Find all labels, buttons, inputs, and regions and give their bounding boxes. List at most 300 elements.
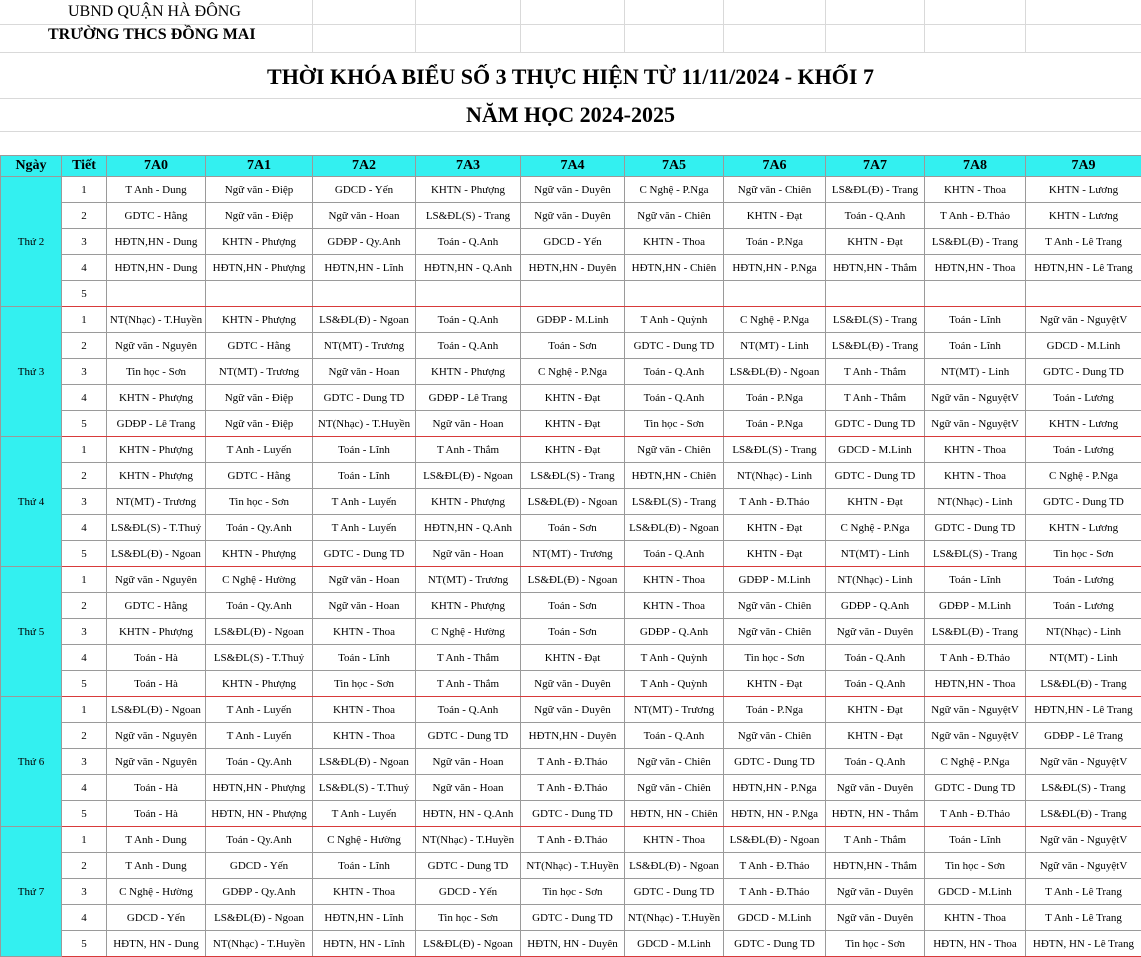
lesson-cell[interactable]: C Nghệ - P.Nga [724, 307, 826, 333]
lesson-cell[interactable]: HĐTN, HN - Lê Trang [1026, 931, 1141, 957]
lesson-cell[interactable]: KHTN - Đạt [826, 229, 925, 255]
lesson-cell[interactable]: KHTN - Thoa [313, 879, 416, 905]
lesson-cell[interactable]: Toán - Lĩnh [925, 567, 1026, 593]
lesson-cell[interactable]: Toán - Q.Anh [625, 723, 724, 749]
lesson-cell[interactable]: Ngữ văn - Hoan [416, 749, 521, 775]
lesson-cell[interactable] [416, 281, 521, 307]
lesson-cell[interactable]: HĐTN, HN - Dung [107, 931, 206, 957]
lesson-cell[interactable]: Toán - Q.Anh [826, 671, 925, 697]
lesson-cell[interactable]: Toán - Lương [1026, 385, 1141, 411]
lesson-cell[interactable]: LS&ĐL(Đ) - Ngoan [313, 307, 416, 333]
lesson-cell[interactable]: KHTN - Đạt [724, 671, 826, 697]
lesson-cell[interactable]: LS&ĐL(S) - Trang [1026, 775, 1141, 801]
lesson-cell[interactable]: KHTN - Lương [1026, 515, 1141, 541]
lesson-cell[interactable]: GDĐP - M.Linh [925, 593, 1026, 619]
lesson-cell[interactable]: Toán - P.Nga [724, 229, 826, 255]
lesson-cell[interactable]: Toán - Qy.Anh [206, 593, 313, 619]
lesson-cell[interactable]: GDCD - Yến [206, 853, 313, 879]
lesson-cell[interactable]: KHTN - Đạt [521, 411, 625, 437]
lesson-cell[interactable]: LS&ĐL(S) - Trang [826, 307, 925, 333]
lesson-cell[interactable]: Ngữ văn - NguyệtV [1026, 749, 1141, 775]
lesson-cell[interactable]: Ngữ văn - Duyên [521, 671, 625, 697]
lesson-cell[interactable]: GDTC - Dung TD [1026, 359, 1141, 385]
lesson-cell[interactable]: GDTC - Dung TD [724, 931, 826, 957]
lesson-cell[interactable]: LS&ĐL(Đ) - Trang [925, 229, 1026, 255]
lesson-cell[interactable]: T Anh - Luyến [313, 801, 416, 827]
lesson-cell[interactable]: Ngữ văn - NguyệtV [925, 723, 1026, 749]
lesson-cell[interactable]: Toán - Qy.Anh [206, 827, 313, 853]
lesson-cell[interactable]: KHTN - Đạt [724, 515, 826, 541]
lesson-cell[interactable]: KHTN - Phượng [416, 177, 521, 203]
lesson-cell[interactable]: HĐTN,HN - Dung [107, 229, 206, 255]
lesson-cell[interactable]: Toán - Lĩnh [925, 307, 1026, 333]
lesson-cell[interactable]: Toán - Hà [107, 775, 206, 801]
lesson-cell[interactable]: Toán - Qy.Anh [206, 749, 313, 775]
lesson-cell[interactable]: KHTN - Thoa [625, 567, 724, 593]
lesson-cell[interactable]: NT(MT) - Trương [107, 489, 206, 515]
lesson-cell[interactable]: GDTC - Dung TD [826, 411, 925, 437]
lesson-cell[interactable]: Tin học - Sơn [107, 359, 206, 385]
lesson-cell[interactable]: Ngữ văn - Hoan [313, 203, 416, 229]
lesson-cell[interactable]: LS&ĐL(Đ) - Ngoan [206, 619, 313, 645]
lesson-cell[interactable]: GDTC - Dung TD [521, 801, 625, 827]
lesson-cell[interactable]: Ngữ văn - NguyệtV [1026, 307, 1141, 333]
lesson-cell[interactable]: NT(MT) - Linh [1026, 645, 1141, 671]
lesson-cell[interactable]: KHTN - Thoa [625, 827, 724, 853]
lesson-cell[interactable]: HĐTN,HN - Thoa [925, 255, 1026, 281]
lesson-cell[interactable]: KHTN - Thoa [625, 593, 724, 619]
lesson-cell[interactable]: T Anh - Dung [107, 177, 206, 203]
lesson-cell[interactable]: LS&ĐL(Đ) - Trang [925, 619, 1026, 645]
lesson-cell[interactable]: KHTN - Đạt [826, 723, 925, 749]
lesson-cell[interactable]: HĐTN,HN - Lĩnh [313, 905, 416, 931]
lesson-cell[interactable]: Tin học - Sơn [826, 931, 925, 957]
lesson-cell[interactable]: C Nghệ - P.Nga [826, 515, 925, 541]
lesson-cell[interactable]: KHTN - Đạt [826, 489, 925, 515]
lesson-cell[interactable]: Ngữ văn - Chiên [724, 177, 826, 203]
lesson-cell[interactable]: LS&ĐL(Đ) - Trang [826, 177, 925, 203]
lesson-cell[interactable]: T Anh - Lê Trang [1026, 229, 1141, 255]
lesson-cell[interactable]: HĐTN,HN - Thắm [826, 853, 925, 879]
lesson-cell[interactable]: T Anh - Luyến [313, 515, 416, 541]
lesson-cell[interactable]: Ngữ văn - Điệp [206, 385, 313, 411]
lesson-cell[interactable]: HĐTN,HN - Lê Trang [1026, 255, 1141, 281]
lesson-cell[interactable]: T Anh - Dung [107, 853, 206, 879]
lesson-cell[interactable]: KHTN - Thoa [925, 463, 1026, 489]
lesson-cell[interactable]: T Anh - Đ.Thảo [724, 853, 826, 879]
lesson-cell[interactable]: Ngữ văn - Nguyên [107, 567, 206, 593]
lesson-cell[interactable]: HĐTN,HN - Lĩnh [313, 255, 416, 281]
lesson-cell[interactable]: NT(Nhạc) - T.Huyền [521, 853, 625, 879]
lesson-cell[interactable]: KHTN - Đạt [724, 541, 826, 567]
lesson-cell[interactable]: LS&ĐL(Đ) - Trang [1026, 671, 1141, 697]
lesson-cell[interactable]: KHTN - Phượng [206, 541, 313, 567]
lesson-cell[interactable]: Ngữ văn - Điệp [206, 203, 313, 229]
lesson-cell[interactable]: HĐTN,HN - Thắm [826, 255, 925, 281]
lesson-cell[interactable]: Ngữ văn - NguyệtV [1026, 853, 1141, 879]
lesson-cell[interactable]: Ngữ văn - Duyên [826, 775, 925, 801]
lesson-cell[interactable]: Tin học - Sơn [724, 645, 826, 671]
lesson-cell[interactable] [826, 281, 925, 307]
lesson-cell[interactable]: Toán - Qy.Anh [206, 515, 313, 541]
lesson-cell[interactable]: GDĐP - M.Linh [521, 307, 625, 333]
lesson-cell[interactable]: NT(MT) - Trương [625, 697, 724, 723]
lesson-cell[interactable]: T Anh - Thắm [416, 645, 521, 671]
lesson-cell[interactable]: KHTN - Lương [1026, 203, 1141, 229]
lesson-cell[interactable]: GDCD - M.Linh [1026, 333, 1141, 359]
lesson-cell[interactable] [1026, 281, 1141, 307]
lesson-cell[interactable]: T Anh - Đ.Thảo [925, 801, 1026, 827]
lesson-cell[interactable]: GDĐP - Lê Trang [107, 411, 206, 437]
lesson-cell[interactable]: T Anh - Đ.Thảo [724, 489, 826, 515]
lesson-cell[interactable]: Toán - Q.Anh [625, 359, 724, 385]
lesson-cell[interactable]: Ngữ văn - Chiên [724, 593, 826, 619]
lesson-cell[interactable]: NT(Nhạc) - T.Huyền [206, 931, 313, 957]
lesson-cell[interactable]: T Anh - Đ.Thảo [925, 645, 1026, 671]
lesson-cell[interactable]: Toán - Lương [1026, 593, 1141, 619]
lesson-cell[interactable]: T Anh - Thắm [416, 437, 521, 463]
lesson-cell[interactable]: LS&ĐL(Đ) - Ngoan [521, 567, 625, 593]
lesson-cell[interactable]: Ngữ văn - NguyệtV [925, 385, 1026, 411]
lesson-cell[interactable]: KHTN - Phượng [107, 385, 206, 411]
lesson-cell[interactable]: NT(MT) - Linh [925, 359, 1026, 385]
lesson-cell[interactable]: LS&ĐL(S) - Trang [625, 489, 724, 515]
lesson-cell[interactable]: T Anh - Thắm [826, 827, 925, 853]
lesson-cell[interactable]: Tin học - Sơn [313, 671, 416, 697]
lesson-cell[interactable]: NT(MT) - Trương [206, 359, 313, 385]
lesson-cell[interactable]: LS&ĐL(Đ) - Trang [1026, 801, 1141, 827]
lesson-cell[interactable]: KHTN - Đạt [521, 437, 625, 463]
lesson-cell[interactable]: HĐTN,HN - Dung [107, 255, 206, 281]
lesson-cell[interactable]: T Anh - Lê Trang [1026, 905, 1141, 931]
lesson-cell[interactable]: T Anh - Thắm [826, 385, 925, 411]
lesson-cell[interactable]: KHTN - Phượng [416, 489, 521, 515]
lesson-cell[interactable] [925, 281, 1026, 307]
lesson-cell[interactable]: HĐTN, HN - Q.Anh [416, 801, 521, 827]
lesson-cell[interactable]: GDĐP - Lê Trang [1026, 723, 1141, 749]
lesson-cell[interactable]: HĐTN,HN - P.Nga [724, 775, 826, 801]
lesson-cell[interactable]: LS&ĐL(Đ) - Ngoan [625, 515, 724, 541]
lesson-cell[interactable]: Tin học - Sơn [206, 489, 313, 515]
lesson-cell[interactable]: Toán - Hà [107, 671, 206, 697]
lesson-cell[interactable]: HĐTN,HN - Duyên [521, 723, 625, 749]
lesson-cell[interactable]: NT(Nhạc) - T.Huyền [107, 307, 206, 333]
lesson-cell[interactable]: NT(Nhạc) - T.Huyền [313, 411, 416, 437]
lesson-cell[interactable]: Ngữ văn - Duyên [521, 203, 625, 229]
lesson-cell[interactable]: T Anh - Luyến [313, 489, 416, 515]
lesson-cell[interactable]: Ngữ văn - Duyên [826, 619, 925, 645]
lesson-cell[interactable]: NT(MT) - Trương [416, 567, 521, 593]
lesson-cell[interactable]: KHTN - Đạt [521, 385, 625, 411]
lesson-cell[interactable]: Toán - Hà [107, 645, 206, 671]
lesson-cell[interactable]: Ngữ văn - Hoan [416, 411, 521, 437]
lesson-cell[interactable]: Toán - Q.Anh [416, 307, 521, 333]
lesson-cell[interactable]: Ngữ văn - Nguyên [107, 749, 206, 775]
lesson-cell[interactable]: HĐTN,HN - Thoa [925, 671, 1026, 697]
lesson-cell[interactable]: Tin học - Sơn [625, 411, 724, 437]
lesson-cell[interactable]: KHTN - Thoa [925, 437, 1026, 463]
lesson-cell[interactable]: Toán - Q.Anh [826, 749, 925, 775]
lesson-cell[interactable]: GDĐP - M.Linh [724, 567, 826, 593]
lesson-cell[interactable]: GDTC - Hằng [206, 463, 313, 489]
lesson-cell[interactable]: Toán - Sơn [521, 515, 625, 541]
lesson-cell[interactable]: NT(Nhạc) - Linh [925, 489, 1026, 515]
lesson-cell[interactable]: Toán - Q.Anh [826, 645, 925, 671]
lesson-cell[interactable]: HĐTN,HN - Lê Trang [1026, 697, 1141, 723]
lesson-cell[interactable]: LS&ĐL(Đ) - Ngoan [724, 827, 826, 853]
lesson-cell[interactable]: LS&ĐL(Đ) - Ngoan [313, 749, 416, 775]
lesson-cell[interactable]: Ngữ văn - Hoan [313, 593, 416, 619]
lesson-cell[interactable] [521, 281, 625, 307]
lesson-cell[interactable]: T Anh - Lê Trang [1026, 879, 1141, 905]
lesson-cell[interactable]: GDTC - Hằng [206, 333, 313, 359]
lesson-cell[interactable]: GDTC - Hằng [107, 593, 206, 619]
lesson-cell[interactable]: KHTN - Phượng [107, 619, 206, 645]
lesson-cell[interactable]: C Nghệ - P.Nga [521, 359, 625, 385]
lesson-cell[interactable]: Ngữ văn - Chiên [625, 749, 724, 775]
lesson-cell[interactable]: Toán - Lĩnh [925, 333, 1026, 359]
lesson-cell[interactable] [625, 281, 724, 307]
lesson-cell[interactable]: LS&ĐL(S) - Trang [925, 541, 1026, 567]
lesson-cell[interactable]: KHTN - Thoa [625, 229, 724, 255]
lesson-cell[interactable]: HĐTN,HN - Chiên [625, 463, 724, 489]
lesson-cell[interactable]: T Anh - Đ.Thảo [521, 775, 625, 801]
lesson-cell[interactable]: Toán - P.Nga [724, 411, 826, 437]
lesson-cell[interactable]: KHTN - Phượng [107, 437, 206, 463]
lesson-cell[interactable]: KHTN - Phượng [206, 671, 313, 697]
lesson-cell[interactable]: LS&ĐL(Đ) - Trang [826, 333, 925, 359]
lesson-cell[interactable]: Ngữ văn - Hoan [313, 359, 416, 385]
lesson-cell[interactable]: Ngữ văn - Chiên [724, 723, 826, 749]
lesson-cell[interactable]: C Nghệ - P.Nga [625, 177, 724, 203]
lesson-cell[interactable]: T Anh - Thắm [416, 671, 521, 697]
lesson-cell[interactable]: LS&ĐL(S) - T.Thuỷ [107, 515, 206, 541]
lesson-cell[interactable]: NT(MT) - Linh [826, 541, 925, 567]
lesson-cell[interactable]: Ngữ văn - Chiên [625, 437, 724, 463]
lesson-cell[interactable]: Ngữ văn - Nguyên [107, 723, 206, 749]
lesson-cell[interactable]: Toán - Lương [1026, 567, 1141, 593]
lesson-cell[interactable]: LS&ĐL(S) - Trang [521, 463, 625, 489]
lesson-cell[interactable]: GDTC - Dung TD [925, 775, 1026, 801]
lesson-cell[interactable]: LS&ĐL(Đ) - Ngoan [416, 463, 521, 489]
lesson-cell[interactable]: GDĐP - Q.Anh [625, 619, 724, 645]
lesson-cell[interactable]: Toán - Sơn [521, 333, 625, 359]
lesson-cell[interactable]: GDCD - Yến [521, 229, 625, 255]
lesson-cell[interactable]: KHTN - Phượng [416, 359, 521, 385]
lesson-cell[interactable]: GDTC - Dung TD [925, 515, 1026, 541]
lesson-cell[interactable]: Toán - Lĩnh [925, 827, 1026, 853]
lesson-cell[interactable]: Ngữ văn - Duyên [521, 697, 625, 723]
lesson-cell[interactable]: Toán - P.Nga [724, 385, 826, 411]
lesson-cell[interactable]: Ngữ văn - NguyệtV [925, 411, 1026, 437]
lesson-cell[interactable]: C Nghệ - P.Nga [1026, 463, 1141, 489]
lesson-cell[interactable]: Toán - Q.Anh [416, 229, 521, 255]
lesson-cell[interactable]: GDTC - Dung TD [1026, 489, 1141, 515]
lesson-cell[interactable]: GDTC - Dung TD [724, 749, 826, 775]
lesson-cell[interactable]: KHTN - Thoa [313, 723, 416, 749]
lesson-cell[interactable] [724, 281, 826, 307]
lesson-cell[interactable]: GDTC - Dung TD [826, 463, 925, 489]
lesson-cell[interactable] [206, 281, 313, 307]
lesson-cell[interactable]: LS&ĐL(S) - Trang [416, 203, 521, 229]
lesson-cell[interactable]: Toán - Hà [107, 801, 206, 827]
lesson-cell[interactable]: LS&ĐL(Đ) - Ngoan [107, 697, 206, 723]
lesson-cell[interactable]: KHTN - Thoa [925, 177, 1026, 203]
lesson-cell[interactable]: GDCD - Yến [313, 177, 416, 203]
lesson-cell[interactable]: KHTN - Lương [1026, 177, 1141, 203]
lesson-cell[interactable]: T Anh - Quỳnh [625, 307, 724, 333]
lesson-cell[interactable]: T Anh - Thắm [826, 359, 925, 385]
lesson-cell[interactable]: C Nghệ - P.Nga [925, 749, 1026, 775]
lesson-cell[interactable]: HĐTN, HN - Chiên [625, 801, 724, 827]
lesson-cell[interactable]: C Nghệ - Hường [416, 619, 521, 645]
lesson-cell[interactable]: C Nghệ - Hường [107, 879, 206, 905]
lesson-cell[interactable]: NT(MT) - Trương [521, 541, 625, 567]
lesson-cell[interactable]: LS&ĐL(Đ) - Ngoan [625, 853, 724, 879]
lesson-cell[interactable]: HĐTN,HN - Phượng [206, 255, 313, 281]
lesson-cell[interactable]: LS&ĐL(S) - T.Thuỷ [206, 645, 313, 671]
lesson-cell[interactable]: LS&ĐL(S) - T.Thuỷ [313, 775, 416, 801]
lesson-cell[interactable]: KHTN - Phượng [107, 463, 206, 489]
lesson-cell[interactable]: Toán - Q.Anh [625, 541, 724, 567]
lesson-cell[interactable]: Toán - Sơn [521, 619, 625, 645]
lesson-cell[interactable]: GDCD - M.Linh [826, 437, 925, 463]
lesson-cell[interactable]: NT(Nhạc) - Linh [724, 463, 826, 489]
lesson-cell[interactable]: LS&ĐL(Đ) - Ngoan [416, 931, 521, 957]
lesson-cell[interactable]: Toán - Q.Anh [625, 385, 724, 411]
lesson-cell[interactable]: GDCD - Yến [107, 905, 206, 931]
lesson-cell[interactable]: HĐTN, HN - Phượng [206, 801, 313, 827]
lesson-cell[interactable]: Ngữ văn - Duyên [826, 905, 925, 931]
lesson-cell[interactable]: T Anh - Đ.Thảo [925, 203, 1026, 229]
lesson-cell[interactable]: GDTC - Dung TD [521, 905, 625, 931]
lesson-cell[interactable]: KHTN - Thoa [925, 905, 1026, 931]
lesson-cell[interactable]: LS&ĐL(S) - Trang [724, 437, 826, 463]
lesson-cell[interactable]: KHTN - Đạt [826, 697, 925, 723]
lesson-cell[interactable]: Ngữ văn - NguyệtV [1026, 827, 1141, 853]
lesson-cell[interactable]: GDTC - Dung TD [625, 333, 724, 359]
lesson-cell[interactable]: HĐTN, HN - Duyên [521, 931, 625, 957]
lesson-cell[interactable]: T Anh - Luyến [206, 723, 313, 749]
lesson-cell[interactable]: Toán - Lĩnh [313, 853, 416, 879]
lesson-cell[interactable]: LS&ĐL(Đ) - Ngoan [206, 905, 313, 931]
lesson-cell[interactable]: T Anh - Dung [107, 827, 206, 853]
lesson-cell[interactable]: Toán - Q.Anh [826, 203, 925, 229]
lesson-cell[interactable]: Ngữ văn - Hoan [313, 567, 416, 593]
lesson-cell[interactable]: Toán - Lĩnh [313, 437, 416, 463]
lesson-cell[interactable]: T Anh - Quỳnh [625, 671, 724, 697]
lesson-cell[interactable]: Tin học - Sơn [925, 853, 1026, 879]
lesson-cell[interactable]: Toán - Q.Anh [416, 333, 521, 359]
lesson-cell[interactable]: LS&ĐL(Đ) - Ngoan [107, 541, 206, 567]
lesson-cell[interactable]: Ngữ văn - Chiên [625, 203, 724, 229]
lesson-cell[interactable]: Tin học - Sơn [521, 879, 625, 905]
lesson-cell[interactable]: GDĐP - Qy.Anh [313, 229, 416, 255]
lesson-cell[interactable]: GDTC - Hằng [107, 203, 206, 229]
lesson-cell[interactable]: C Nghệ - Hường [313, 827, 416, 853]
lesson-cell[interactable]: Ngữ văn - Hoan [416, 541, 521, 567]
lesson-cell[interactable]: GDĐP - Lê Trang [416, 385, 521, 411]
lesson-cell[interactable]: NT(Nhạc) - T.Huyền [416, 827, 521, 853]
lesson-cell[interactable] [313, 281, 416, 307]
lesson-cell[interactable]: GDTC - Dung TD [313, 385, 416, 411]
lesson-cell[interactable]: Ngữ văn - Điệp [206, 177, 313, 203]
lesson-cell[interactable]: Toán - Lĩnh [313, 645, 416, 671]
lesson-cell[interactable]: HĐTN,HN - P.Nga [724, 255, 826, 281]
lesson-cell[interactable]: GDTC - Dung TD [416, 723, 521, 749]
lesson-cell[interactable]: Toán - Sơn [521, 593, 625, 619]
lesson-cell[interactable]: GDTC - Dung TD [416, 853, 521, 879]
lesson-cell[interactable]: HĐTN,HN - Phượng [206, 775, 313, 801]
lesson-cell[interactable]: Ngữ văn - Chiên [724, 619, 826, 645]
lesson-cell[interactable]: T Anh - Luyến [206, 437, 313, 463]
lesson-cell[interactable]: Toán - P.Nga [724, 697, 826, 723]
lesson-cell[interactable] [107, 281, 206, 307]
lesson-cell[interactable]: Ngữ văn - Hoan [416, 775, 521, 801]
lesson-cell[interactable]: GDTC - Dung TD [625, 879, 724, 905]
lesson-cell[interactable]: NT(Nhạc) - Linh [1026, 619, 1141, 645]
lesson-cell[interactable]: GDCD - M.Linh [925, 879, 1026, 905]
lesson-cell[interactable]: NT(MT) - Linh [724, 333, 826, 359]
lesson-cell[interactable]: HĐTN,HN - Q.Anh [416, 255, 521, 281]
lesson-cell[interactable]: T Anh - Đ.Thảo [521, 827, 625, 853]
lesson-cell[interactable]: HĐTN,HN - Chiên [625, 255, 724, 281]
lesson-cell[interactable]: Tin học - Sơn [1026, 541, 1141, 567]
lesson-cell[interactable]: Ngữ văn - Nguyên [107, 333, 206, 359]
lesson-cell[interactable]: LS&ĐL(Đ) - Ngoan [521, 489, 625, 515]
lesson-cell[interactable]: GDCD - M.Linh [724, 905, 826, 931]
lesson-cell[interactable]: Ngữ văn - Chiên [625, 775, 724, 801]
lesson-cell[interactable]: HĐTN,HN - Q.Anh [416, 515, 521, 541]
lesson-cell[interactable]: C Nghệ - Hường [206, 567, 313, 593]
lesson-cell[interactable]: T Anh - Đ.Thảo [521, 749, 625, 775]
lesson-cell[interactable]: NT(Nhạc) - Linh [826, 567, 925, 593]
lesson-cell[interactable]: Toán - Lương [1026, 437, 1141, 463]
lesson-cell[interactable]: KHTN - Thoa [313, 619, 416, 645]
lesson-cell[interactable]: GDĐP - Qy.Anh [206, 879, 313, 905]
lesson-cell[interactable]: Toán - Lĩnh [313, 463, 416, 489]
lesson-cell[interactable]: HĐTN, HN - Thoa [925, 931, 1026, 957]
lesson-cell[interactable]: T Anh - Quỳnh [625, 645, 724, 671]
lesson-cell[interactable]: KHTN - Lương [1026, 411, 1141, 437]
lesson-cell[interactable]: GDĐP - Q.Anh [826, 593, 925, 619]
lesson-cell[interactable]: Ngữ văn - NguyệtV [925, 697, 1026, 723]
lesson-cell[interactable]: KHTN - Đạt [724, 203, 826, 229]
lesson-cell[interactable]: LS&ĐL(Đ) - Ngoan [724, 359, 826, 385]
lesson-cell[interactable]: Tin học - Sơn [416, 905, 521, 931]
lesson-cell[interactable]: HĐTN,HN - Duyên [521, 255, 625, 281]
lesson-cell[interactable]: KHTN - Phượng [206, 307, 313, 333]
lesson-cell[interactable]: GDTC - Dung TD [313, 541, 416, 567]
lesson-cell[interactable]: Ngữ văn - Duyên [521, 177, 625, 203]
lesson-cell[interactable]: T Anh - Đ.Thảo [724, 879, 826, 905]
lesson-cell[interactable]: KHTN - Thoa [313, 697, 416, 723]
lesson-cell[interactable]: Toán - Q.Anh [416, 697, 521, 723]
lesson-cell[interactable]: Ngữ văn - Duyên [826, 879, 925, 905]
lesson-cell[interactable]: HĐTN, HN - Lĩnh [313, 931, 416, 957]
lesson-cell[interactable]: NT(Nhạc) - T.Huyền [625, 905, 724, 931]
lesson-cell[interactable]: HĐTN, HN - P.Nga [724, 801, 826, 827]
lesson-cell[interactable]: T Anh - Luyến [206, 697, 313, 723]
lesson-cell[interactable]: GDCD - M.Linh [625, 931, 724, 957]
lesson-cell[interactable]: GDCD - Yến [416, 879, 521, 905]
lesson-cell[interactable]: NT(MT) - Trương [313, 333, 416, 359]
lesson-cell[interactable]: KHTN - Phượng [206, 229, 313, 255]
lesson-cell[interactable]: KHTN - Đạt [521, 645, 625, 671]
lesson-cell[interactable]: KHTN - Phượng [416, 593, 521, 619]
lesson-cell[interactable]: Ngữ văn - Điệp [206, 411, 313, 437]
lesson-cell[interactable]: HĐTN, HN - Thắm [826, 801, 925, 827]
